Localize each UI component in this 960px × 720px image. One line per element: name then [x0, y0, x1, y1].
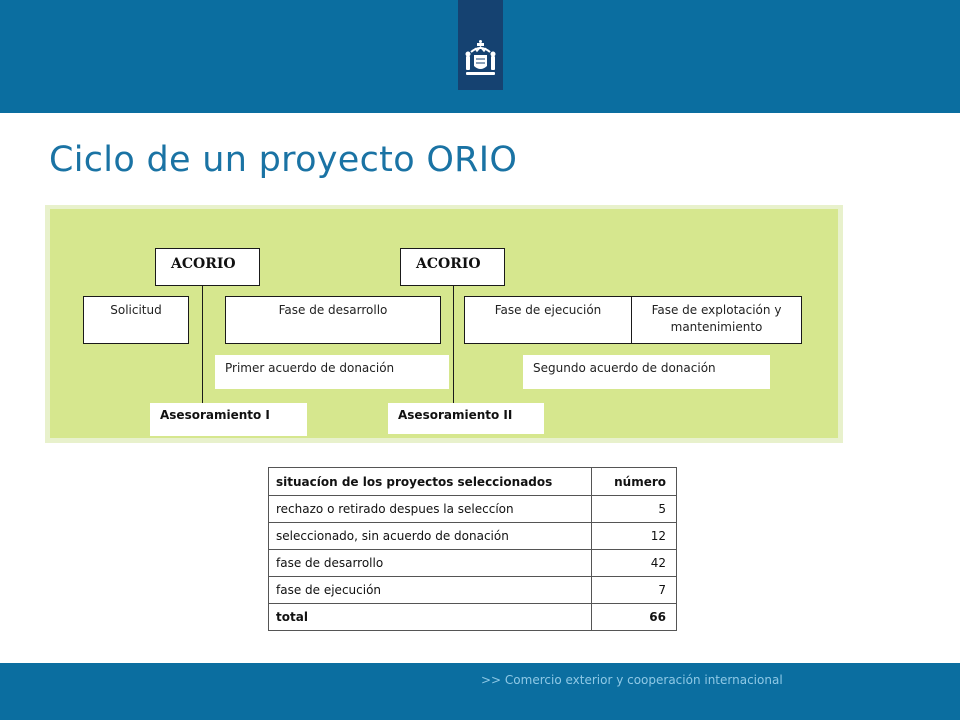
- phase-solicitud: Solicitud: [83, 296, 189, 344]
- table-header-number: número: [592, 468, 677, 496]
- total-number: 66: [592, 604, 677, 631]
- table-row: [269, 523, 677, 550]
- connector-line-left: [202, 286, 203, 404]
- table-header-status: situacíon de los proyectos seleccionados: [269, 468, 592, 496]
- row-status: fase de ejecución: [269, 577, 592, 604]
- phase-desarrollo: Fase de desarrollo: [225, 296, 441, 344]
- connector-line-right: [453, 286, 454, 404]
- table-row: [269, 496, 677, 523]
- asesoramiento-1-box: Asesoramiento I: [150, 403, 307, 436]
- row-number: 5: [592, 496, 677, 523]
- footer-link[interactable]: >> Comercio exterior y cooperación internacional: [481, 673, 783, 687]
- page-title: Ciclo de un proyecto ORIO: [49, 140, 518, 180]
- table-total-row: [269, 604, 677, 631]
- table-row: [269, 577, 677, 604]
- row-number: 12: [592, 523, 677, 550]
- phase-explotacion: Fase de explotación y mantenimiento: [631, 296, 802, 344]
- row-number: 7: [592, 577, 677, 604]
- asesoramiento-2-box: Asesoramiento II: [388, 403, 544, 434]
- row-number: 42: [592, 550, 677, 577]
- acorio-box-right: ACORIO: [400, 248, 505, 286]
- row-status: seleccionado, sin acuerdo de donación: [269, 523, 592, 550]
- phase-ejecucion: Fase de ejecución: [464, 296, 632, 344]
- royal-coat-of-arms-icon: [458, 0, 503, 90]
- table-header-row: [269, 468, 677, 496]
- segundo-acuerdo-box: Segundo acuerdo de donación: [523, 355, 770, 389]
- projects-status-table: [268, 467, 677, 631]
- government-logo: [458, 0, 503, 90]
- primer-acuerdo-box: Primer acuerdo de donación: [215, 355, 449, 389]
- total-label: total: [269, 604, 592, 631]
- acorio-box-left: ACORIO: [155, 248, 260, 286]
- row-status: rechazo o retirado despues la seleccíon: [269, 496, 592, 523]
- row-status: fase de desarrollo: [269, 550, 592, 577]
- table-row: [269, 550, 677, 577]
- bottom-banner: [0, 663, 960, 720]
